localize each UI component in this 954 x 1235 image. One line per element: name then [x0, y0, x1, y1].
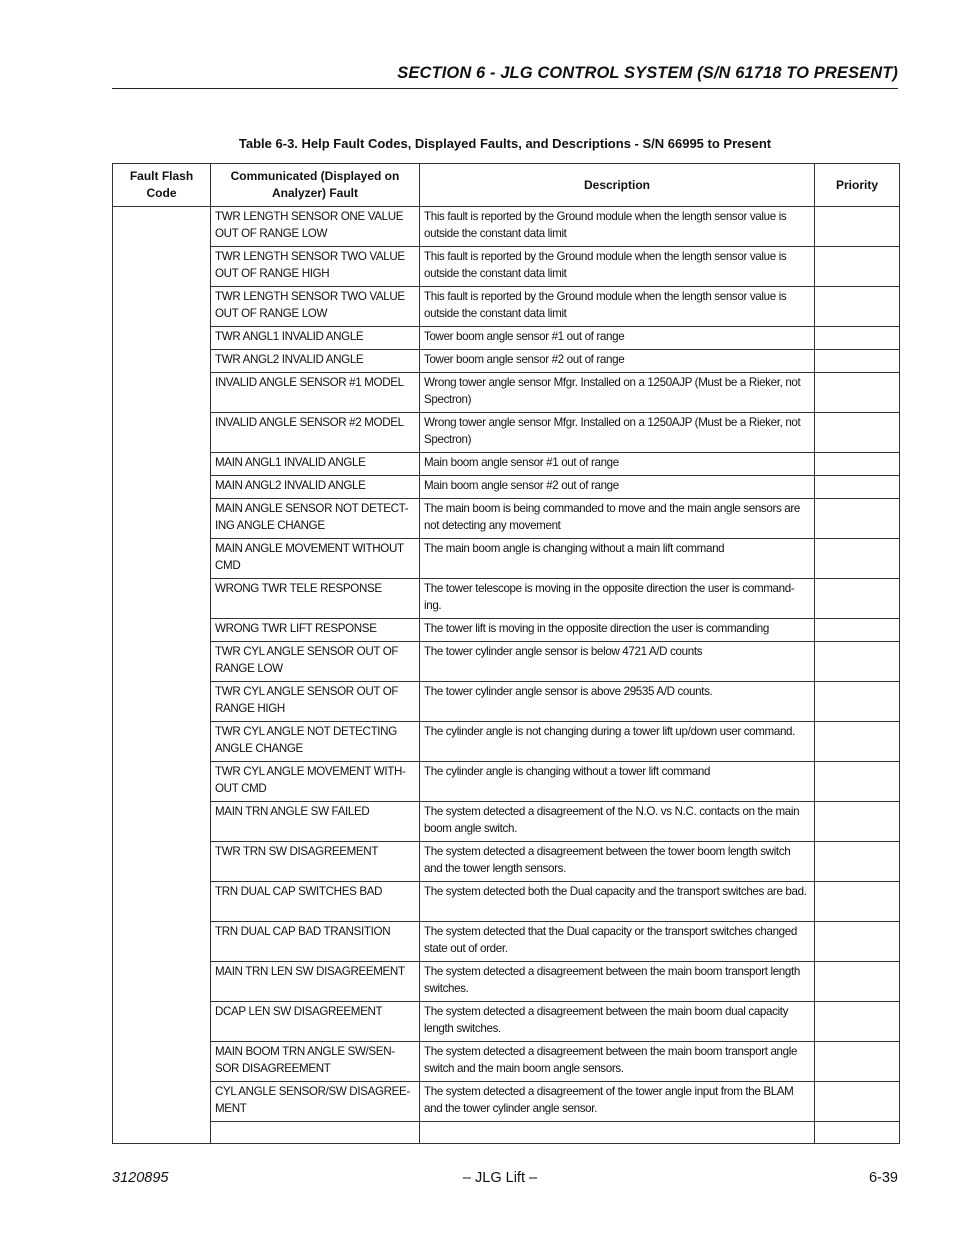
table-row [113, 453, 900, 476]
fault-name-cell: MAIN BOOM TRN ANGLE SW/SEN-SOR DISAGREEMENT [211, 1042, 420, 1082]
fault-name-cell: TWR CYL ANGLE MOVEMENT WITH-OUT CMD [211, 762, 420, 802]
fault-name-cell: WRONG TWR TELE RESPONSE [211, 579, 420, 619]
column-header-priority: Priority [815, 164, 900, 207]
description-cell: The system detected a disagreement between the main boom dual capacity length switches. [420, 1002, 815, 1042]
column-header-fault-flash-code: Fault Flash Code [113, 164, 211, 207]
description-cell: The cylinder angle is not changing during a tower lift up/down user command. [420, 722, 815, 762]
priority-cell [815, 499, 900, 539]
fault-name-cell: WRONG TWR LIFT RESPONSE [211, 619, 420, 642]
fault-name-cell: DCAP LEN SW DISAGREEMENT [211, 1002, 420, 1042]
description-cell: Wrong tower angle sensor Mfgr. Installed on a 1250AJP (Must be a Rieker, not Spectron) [420, 413, 815, 453]
fault-flash-code-cell [113, 207, 211, 1144]
fault-codes-table [112, 163, 900, 1144]
header-rule [112, 88, 898, 89]
fault-name-cell: TRN DUAL CAP SWITCHES BAD [211, 882, 420, 922]
fault-name-cell: TWR CYL ANGLE SENSOR OUT OF RANGE HIGH [211, 682, 420, 722]
fault-name-cell: INVALID ANGLE SENSOR #1 MODEL [211, 373, 420, 413]
description-cell: The system detected a disagreement between the main boom transport angle switch and the main boom angle sensors. [420, 1042, 815, 1082]
empty-cell [420, 1122, 815, 1144]
fault-name-cell: MAIN TRN ANGLE SW FAILED [211, 802, 420, 842]
priority-cell [815, 247, 900, 287]
priority-cell [815, 722, 900, 762]
table-row [113, 722, 900, 762]
fault-name-cell: TRN DUAL CAP BAD TRANSITION [211, 922, 420, 962]
priority-cell [815, 682, 900, 722]
empty-cell [211, 1122, 420, 1144]
description-cell: The cylinder angle is changing without a tower lift command [420, 762, 815, 802]
description-cell: Tower boom angle sensor #2 out of range [420, 350, 815, 373]
table-row [113, 499, 900, 539]
description-cell: The system detected a disagreement between the tower boom length switch and the tower length sensors. [420, 842, 815, 882]
table-row [113, 642, 900, 682]
table-row [113, 842, 900, 882]
description-cell: The tower cylinder angle sensor is below 4721 A/D counts [420, 642, 815, 682]
table-row-empty [113, 1122, 900, 1144]
table-row [113, 350, 900, 373]
priority-cell [815, 642, 900, 682]
description-cell: Main boom angle sensor #2 out of range [420, 476, 815, 499]
description-cell: The system detected a disagreement of the tower angle input from the BLAM and the tower cylinder angle sensor. [420, 1082, 815, 1122]
table-row [113, 247, 900, 287]
table-row [113, 1002, 900, 1042]
priority-cell [815, 882, 900, 922]
page-number: 6-39 [868, 1170, 898, 1186]
table-row [113, 962, 900, 1002]
table-header-row [113, 164, 900, 207]
fault-name-cell: TWR TRN SW DISAGREEMENT [211, 842, 420, 882]
description-cell: Main boom angle sensor #1 out of range [420, 453, 815, 476]
description-cell: The main boom is being commanded to move and the main angle sensors are not detecting any movement [420, 499, 815, 539]
column-header-fault: Communicated (Displayed on Analyzer) Fault [211, 164, 420, 207]
empty-cell [815, 1122, 900, 1144]
priority-cell [815, 619, 900, 642]
priority-cell [815, 539, 900, 579]
description-cell: The system detected that the Dual capacity or the transport switches changed state out of order. [420, 922, 815, 962]
priority-cell [815, 762, 900, 802]
footer-brand: – JLG Lift – [462, 1170, 538, 1186]
priority-cell [815, 962, 900, 1002]
fault-name-cell: CYL ANGLE SENSOR/SW DISAGREE-MENT [211, 1082, 420, 1122]
table-row [113, 207, 900, 247]
table-row [113, 373, 900, 413]
priority-cell [815, 453, 900, 476]
description-cell: The tower lift is moving in the opposite direction the user is commanding [420, 619, 815, 642]
fault-name-cell: INVALID ANGLE SENSOR #2 MODEL [211, 413, 420, 453]
table-row [113, 413, 900, 453]
table-row [113, 882, 900, 922]
table-row [113, 619, 900, 642]
fault-name-cell: TWR CYL ANGLE SENSOR OUT OF RANGE LOW [211, 642, 420, 682]
description-cell: The tower cylinder angle sensor is above 29535 A/D counts. [420, 682, 815, 722]
fault-name-cell: MAIN ANGLE SENSOR NOT DETECT-ING ANGLE CHANGE [211, 499, 420, 539]
table-title: Table 6-3. Help Fault Codes, Displayed Faults, and Descriptions - S/N 66995 to Present [238, 136, 772, 151]
description-cell: The tower telescope is moving in the opposite direction the user is command-ing. [420, 579, 815, 619]
section-title: SECTION 6 - JLG CONTROL SYSTEM (S/N 61718 TO PRESENT) [397, 64, 898, 82]
priority-cell [815, 476, 900, 499]
fault-name-cell: TWR LENGTH SENSOR ONE VALUE OUT OF RANGE LOW [211, 207, 420, 247]
fault-name-cell: TWR ANGL2 INVALID ANGLE [211, 350, 420, 373]
priority-cell [815, 373, 900, 413]
priority-cell [815, 287, 900, 327]
description-cell: This fault is reported by the Ground module when the length sensor value is outside the constant data limit [420, 287, 815, 327]
fault-name-cell: TWR LENGTH SENSOR TWO VALUE OUT OF RANGE LOW [211, 287, 420, 327]
description-cell: The system detected a disagreement of the N.O. vs N.C. contacts on the main boom angle switch. [420, 802, 815, 842]
priority-cell [815, 579, 900, 619]
document-number: 3120895 [112, 1170, 169, 1186]
priority-cell [815, 922, 900, 962]
description-cell: The system detected a disagreement between the main boom transport length switches. [420, 962, 815, 1002]
priority-cell [815, 413, 900, 453]
table-row [113, 539, 900, 579]
description-cell: Tower boom angle sensor #1 out of range [420, 327, 815, 350]
column-header-description: Description [420, 164, 815, 207]
fault-name-cell: TWR ANGL1 INVALID ANGLE [211, 327, 420, 350]
priority-cell [815, 1042, 900, 1082]
priority-cell [815, 327, 900, 350]
table-row [113, 579, 900, 619]
table-row [113, 287, 900, 327]
table-row [113, 1042, 900, 1082]
table-row [113, 327, 900, 350]
fault-name-cell: MAIN TRN LEN SW DISAGREEMENT [211, 962, 420, 1002]
table-row [113, 802, 900, 842]
priority-cell [815, 842, 900, 882]
description-cell: This fault is reported by the Ground module when the length sensor value is outside the constant data limit [420, 207, 815, 247]
description-cell: The system detected both the Dual capacity and the transport switches are bad. [420, 882, 815, 922]
description-cell: The main boom angle is changing without a main lift command [420, 539, 815, 579]
fault-name-cell: MAIN ANGLE MOVEMENT WITHOUT CMD [211, 539, 420, 579]
fault-name-cell: TWR LENGTH SENSOR TWO VALUE OUT OF RANGE HIGH [211, 247, 420, 287]
priority-cell [815, 802, 900, 842]
table-row [113, 762, 900, 802]
table-row [113, 922, 900, 962]
description-cell: This fault is reported by the Ground module when the length sensor value is outside the constant data limit [420, 247, 815, 287]
table-body [113, 207, 900, 1144]
priority-cell [815, 1002, 900, 1042]
fault-name-cell: MAIN ANGL2 INVALID ANGLE [211, 476, 420, 499]
table-row [113, 682, 900, 722]
fault-name-cell: TWR CYL ANGLE NOT DETECTING ANGLE CHANGE [211, 722, 420, 762]
priority-cell [815, 350, 900, 373]
table-row [113, 1082, 900, 1122]
priority-cell [815, 1082, 900, 1122]
table-row [113, 476, 900, 499]
description-cell: Wrong tower angle sensor Mfgr. Installed on a 1250AJP (Must be a Rieker, not Spectron) [420, 373, 815, 413]
priority-cell [815, 207, 900, 247]
fault-name-cell: MAIN ANGL1 INVALID ANGLE [211, 453, 420, 476]
